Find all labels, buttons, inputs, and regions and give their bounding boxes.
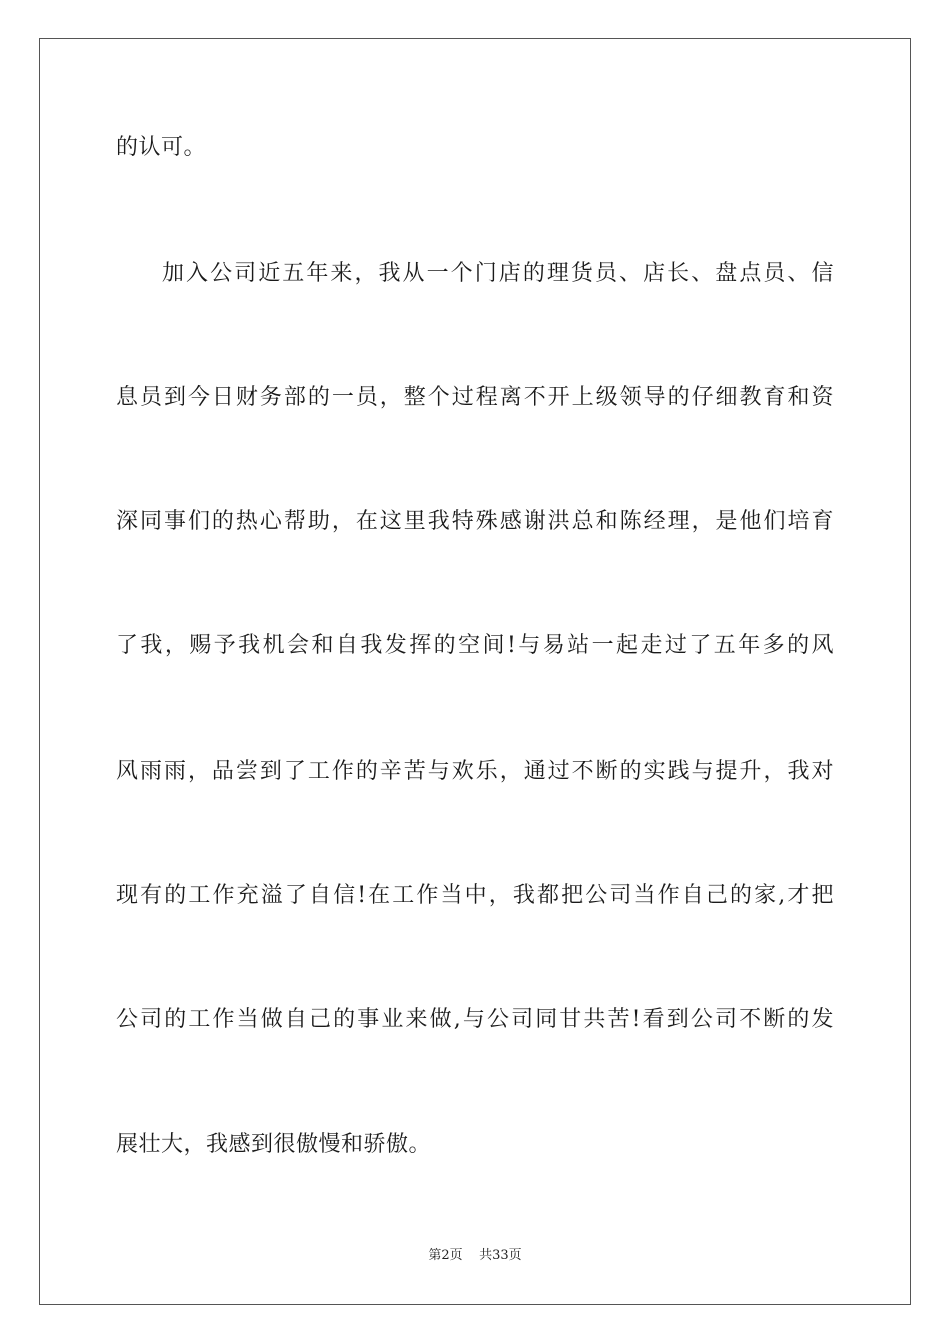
- paragraph-line: 现有的工作充溢了自信!在工作当中，我都把公司当作自己的家,才把: [116, 883, 834, 908]
- paragraph-line: 加入公司近五年来，我从一个门店的理货员、店长、盘点员、信: [162, 261, 834, 286]
- paragraph-line: 的认可。: [116, 135, 207, 160]
- paragraph-line: 展壮大，我感到很傲慢和骄傲。: [116, 1132, 432, 1157]
- page-number: 第2页: [428, 1248, 463, 1263]
- paragraph-line: 公司的工作当做自己的事业来做,与公司同甘共苦!看到公司不断的发: [116, 1007, 834, 1032]
- paragraph-line: 深同事们的热心帮助，在这里我特殊感谢洪总和陈经理，是他们培育: [116, 509, 834, 534]
- paragraph-line: 了我，赐予我机会和自我发挥的空间!与易站一起走过了五年多的风: [116, 633, 834, 658]
- page-footer: [0, 1247, 950, 1265]
- page-border: [39, 38, 911, 1305]
- paragraph-line: 风雨雨，品尝到了工作的辛苦与欢乐，通过不断的实践与提升，我对: [116, 759, 834, 784]
- page-total: 共33页: [479, 1248, 522, 1263]
- paragraph-line: 息员到今日财务部的一员，整个过程离不开上级领导的仔细教育和资: [116, 385, 834, 410]
